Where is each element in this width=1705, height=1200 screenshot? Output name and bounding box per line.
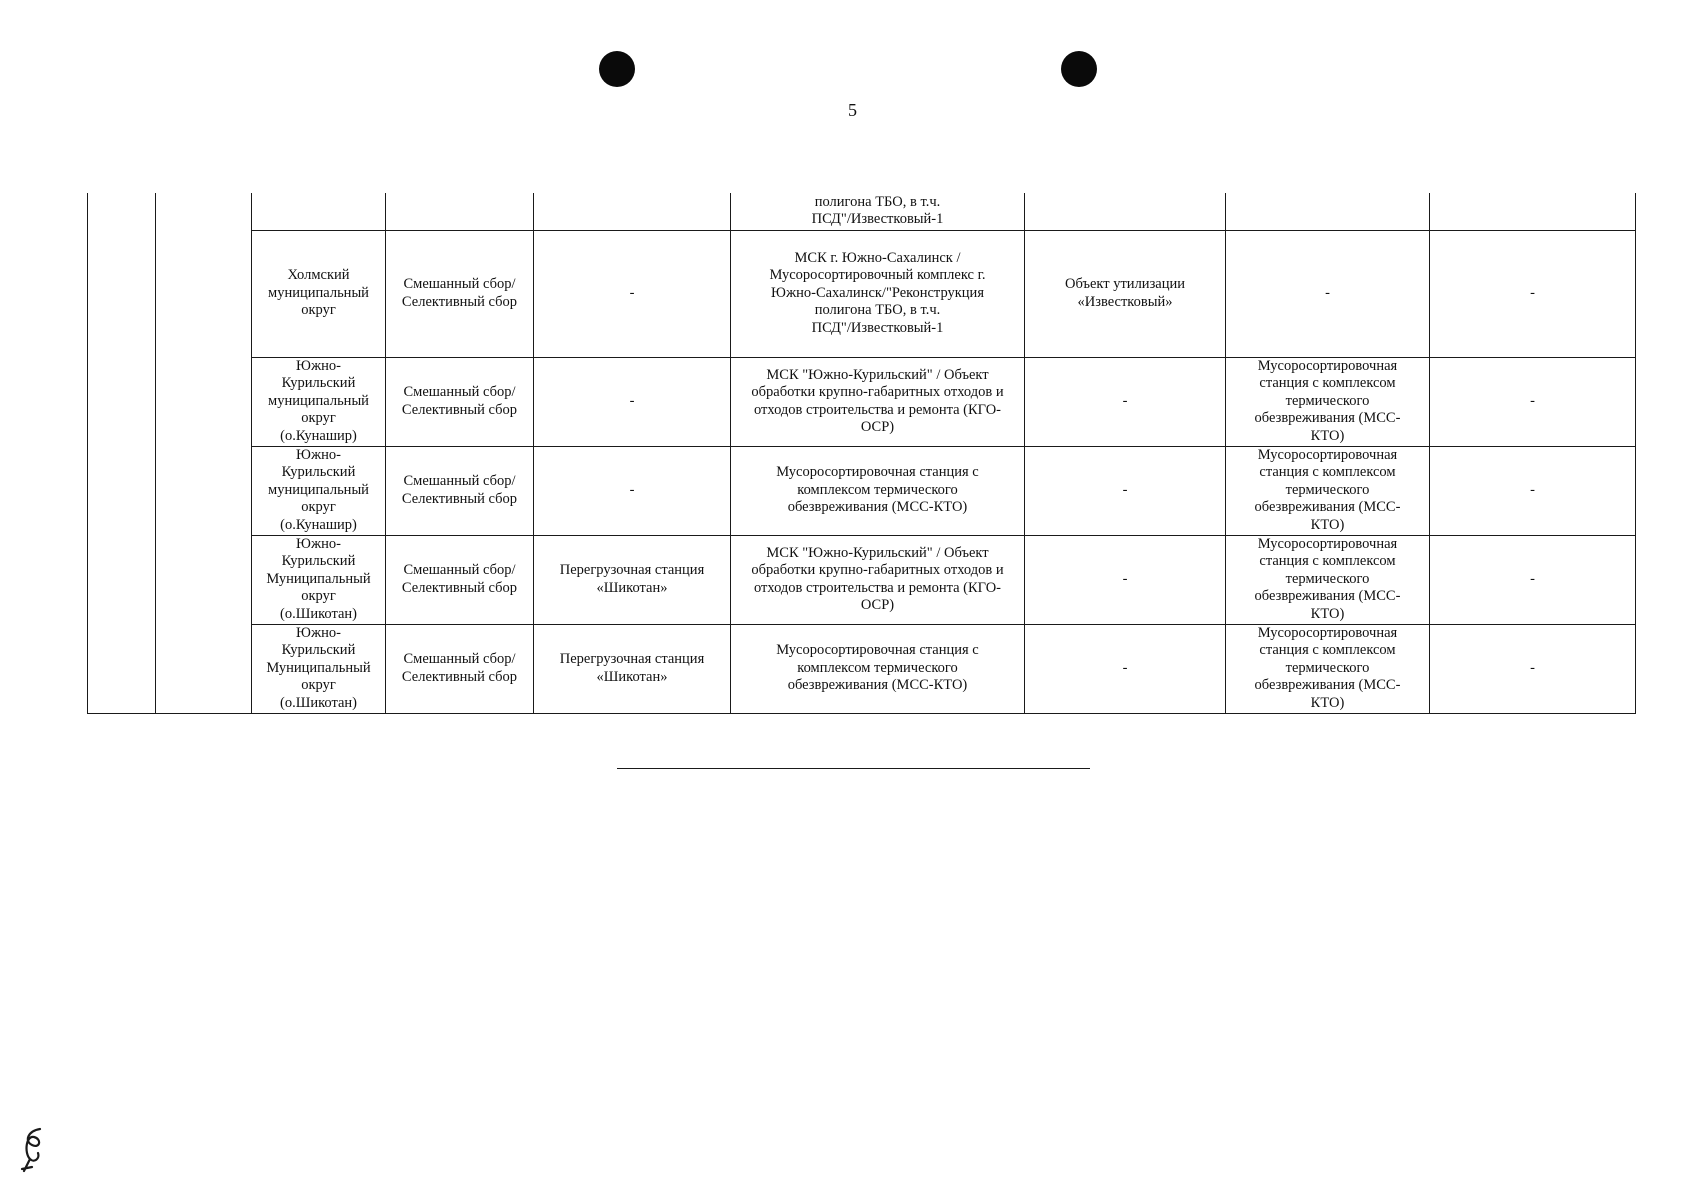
cell-neutralization: Мусоросортировочная станция с комплексом термического обезвреживания (МСС- КТО) (1226, 357, 1430, 446)
cell-index (88, 193, 156, 713)
cell-collection (386, 193, 534, 230)
cell-municipality: Южно- Курильский муниципальный округ (о.Кунашир) (252, 446, 386, 535)
handwritten-signature-mark (18, 1125, 50, 1175)
cell-placement: - (1430, 535, 1636, 624)
table-row (88, 535, 1636, 624)
cell-collection: Смешанный сбор/ Селективный сбор (386, 357, 534, 446)
cell-neutralization: Мусоросортировочная станция с комплексом термического обезвреживания (МСС- КТО) (1226, 624, 1430, 713)
waste-flow-table (87, 193, 1636, 714)
cell-disposal: - (1025, 446, 1226, 535)
cell-facility: Мусоросортировочная станция с комплексом термического обезвреживания (МСС-КТО) (731, 624, 1025, 713)
cell-disposal: - (1025, 535, 1226, 624)
table-body (88, 193, 1636, 713)
cell-neutralization (1226, 193, 1430, 230)
cell-collection: Смешанный сбор/ Селективный сбор (386, 535, 534, 624)
cell-neutralization: Мусоросортировочная станция с комплексом термического обезвреживания (МСС- КТО) (1226, 446, 1430, 535)
table-row (88, 446, 1636, 535)
page-number: 5 (848, 100, 857, 120)
table-row (88, 230, 1636, 357)
cell-placement (1430, 193, 1636, 230)
cell-disposal: - (1025, 624, 1226, 713)
cell-neutralization: - (1226, 230, 1430, 357)
cell-region (156, 193, 252, 713)
cell-collection: Смешанный сбор/ Селективный сбор (386, 230, 534, 357)
cell-municipality (252, 193, 386, 230)
punch-hole-right (1061, 51, 1097, 87)
table-row (88, 357, 1636, 446)
cell-facility: МСК г. Южно-Сахалинск / Мусоросортировочный комплекс г. Южно-Сахалинск/"Реконструкция полигона ТБО, в т.ч. ПСД"/Известковый-1 (731, 230, 1025, 357)
cell-municipality: Холмский муниципальный округ (252, 230, 386, 357)
cell-municipality: Южно- Курильский муниципальный округ (о.Кунашир) (252, 357, 386, 446)
cell-transfer: - (534, 357, 731, 446)
cell-collection: Смешанный сбор/ Селективный сбор (386, 446, 534, 535)
cell-facility: Мусоросортировочная станция с комплексом термического обезвреживания (МСС-КТО) (731, 446, 1025, 535)
cell-municipality: Южно- Курильский Муниципальный округ (о.Шикотан) (252, 624, 386, 713)
cell-transfer: Перегрузочная станция «Шикотан» (534, 535, 731, 624)
cell-text: полигона ТБО, в т.ч. ПСД"/Известковый-1 (811, 193, 944, 228)
cell-neutralization: Мусоросортировочная станция с комплексом термического обезвреживания (МСС- КТО) (1226, 535, 1430, 624)
table-row (88, 624, 1636, 713)
punch-hole-left (599, 51, 635, 87)
cell-facility (731, 193, 1025, 230)
cell-disposal: Объект утилизации «Известковый» (1025, 230, 1226, 357)
cell-facility: МСК "Южно-Курильский" / Объект обработки крупно-габаритных отходов и отходов строительства и ремонта (КГО- ОСР) (731, 357, 1025, 446)
cell-transfer: - (534, 446, 731, 535)
cell-transfer (534, 193, 731, 230)
cell-placement: - (1430, 446, 1636, 535)
cell-disposal: - (1025, 357, 1226, 446)
cell-collection: Смешанный сбор/ Селективный сбор (386, 624, 534, 713)
cell-placement: - (1430, 230, 1636, 357)
cell-placement: - (1430, 624, 1636, 713)
cell-facility: МСК "Южно-Курильский" / Объект обработки крупно-габаритных отходов и отходов строительства и ремонта (КГО- ОСР) (731, 535, 1025, 624)
end-of-table-rule (617, 768, 1090, 769)
cell-municipality: Южно- Курильский Муниципальный округ (о.Шикотан) (252, 535, 386, 624)
cell-placement: - (1430, 357, 1636, 446)
table-row-continuation (88, 193, 1636, 230)
cell-disposal (1025, 193, 1226, 230)
cell-transfer: Перегрузочная станция «Шикотан» (534, 624, 731, 713)
cell-transfer: - (534, 230, 731, 357)
